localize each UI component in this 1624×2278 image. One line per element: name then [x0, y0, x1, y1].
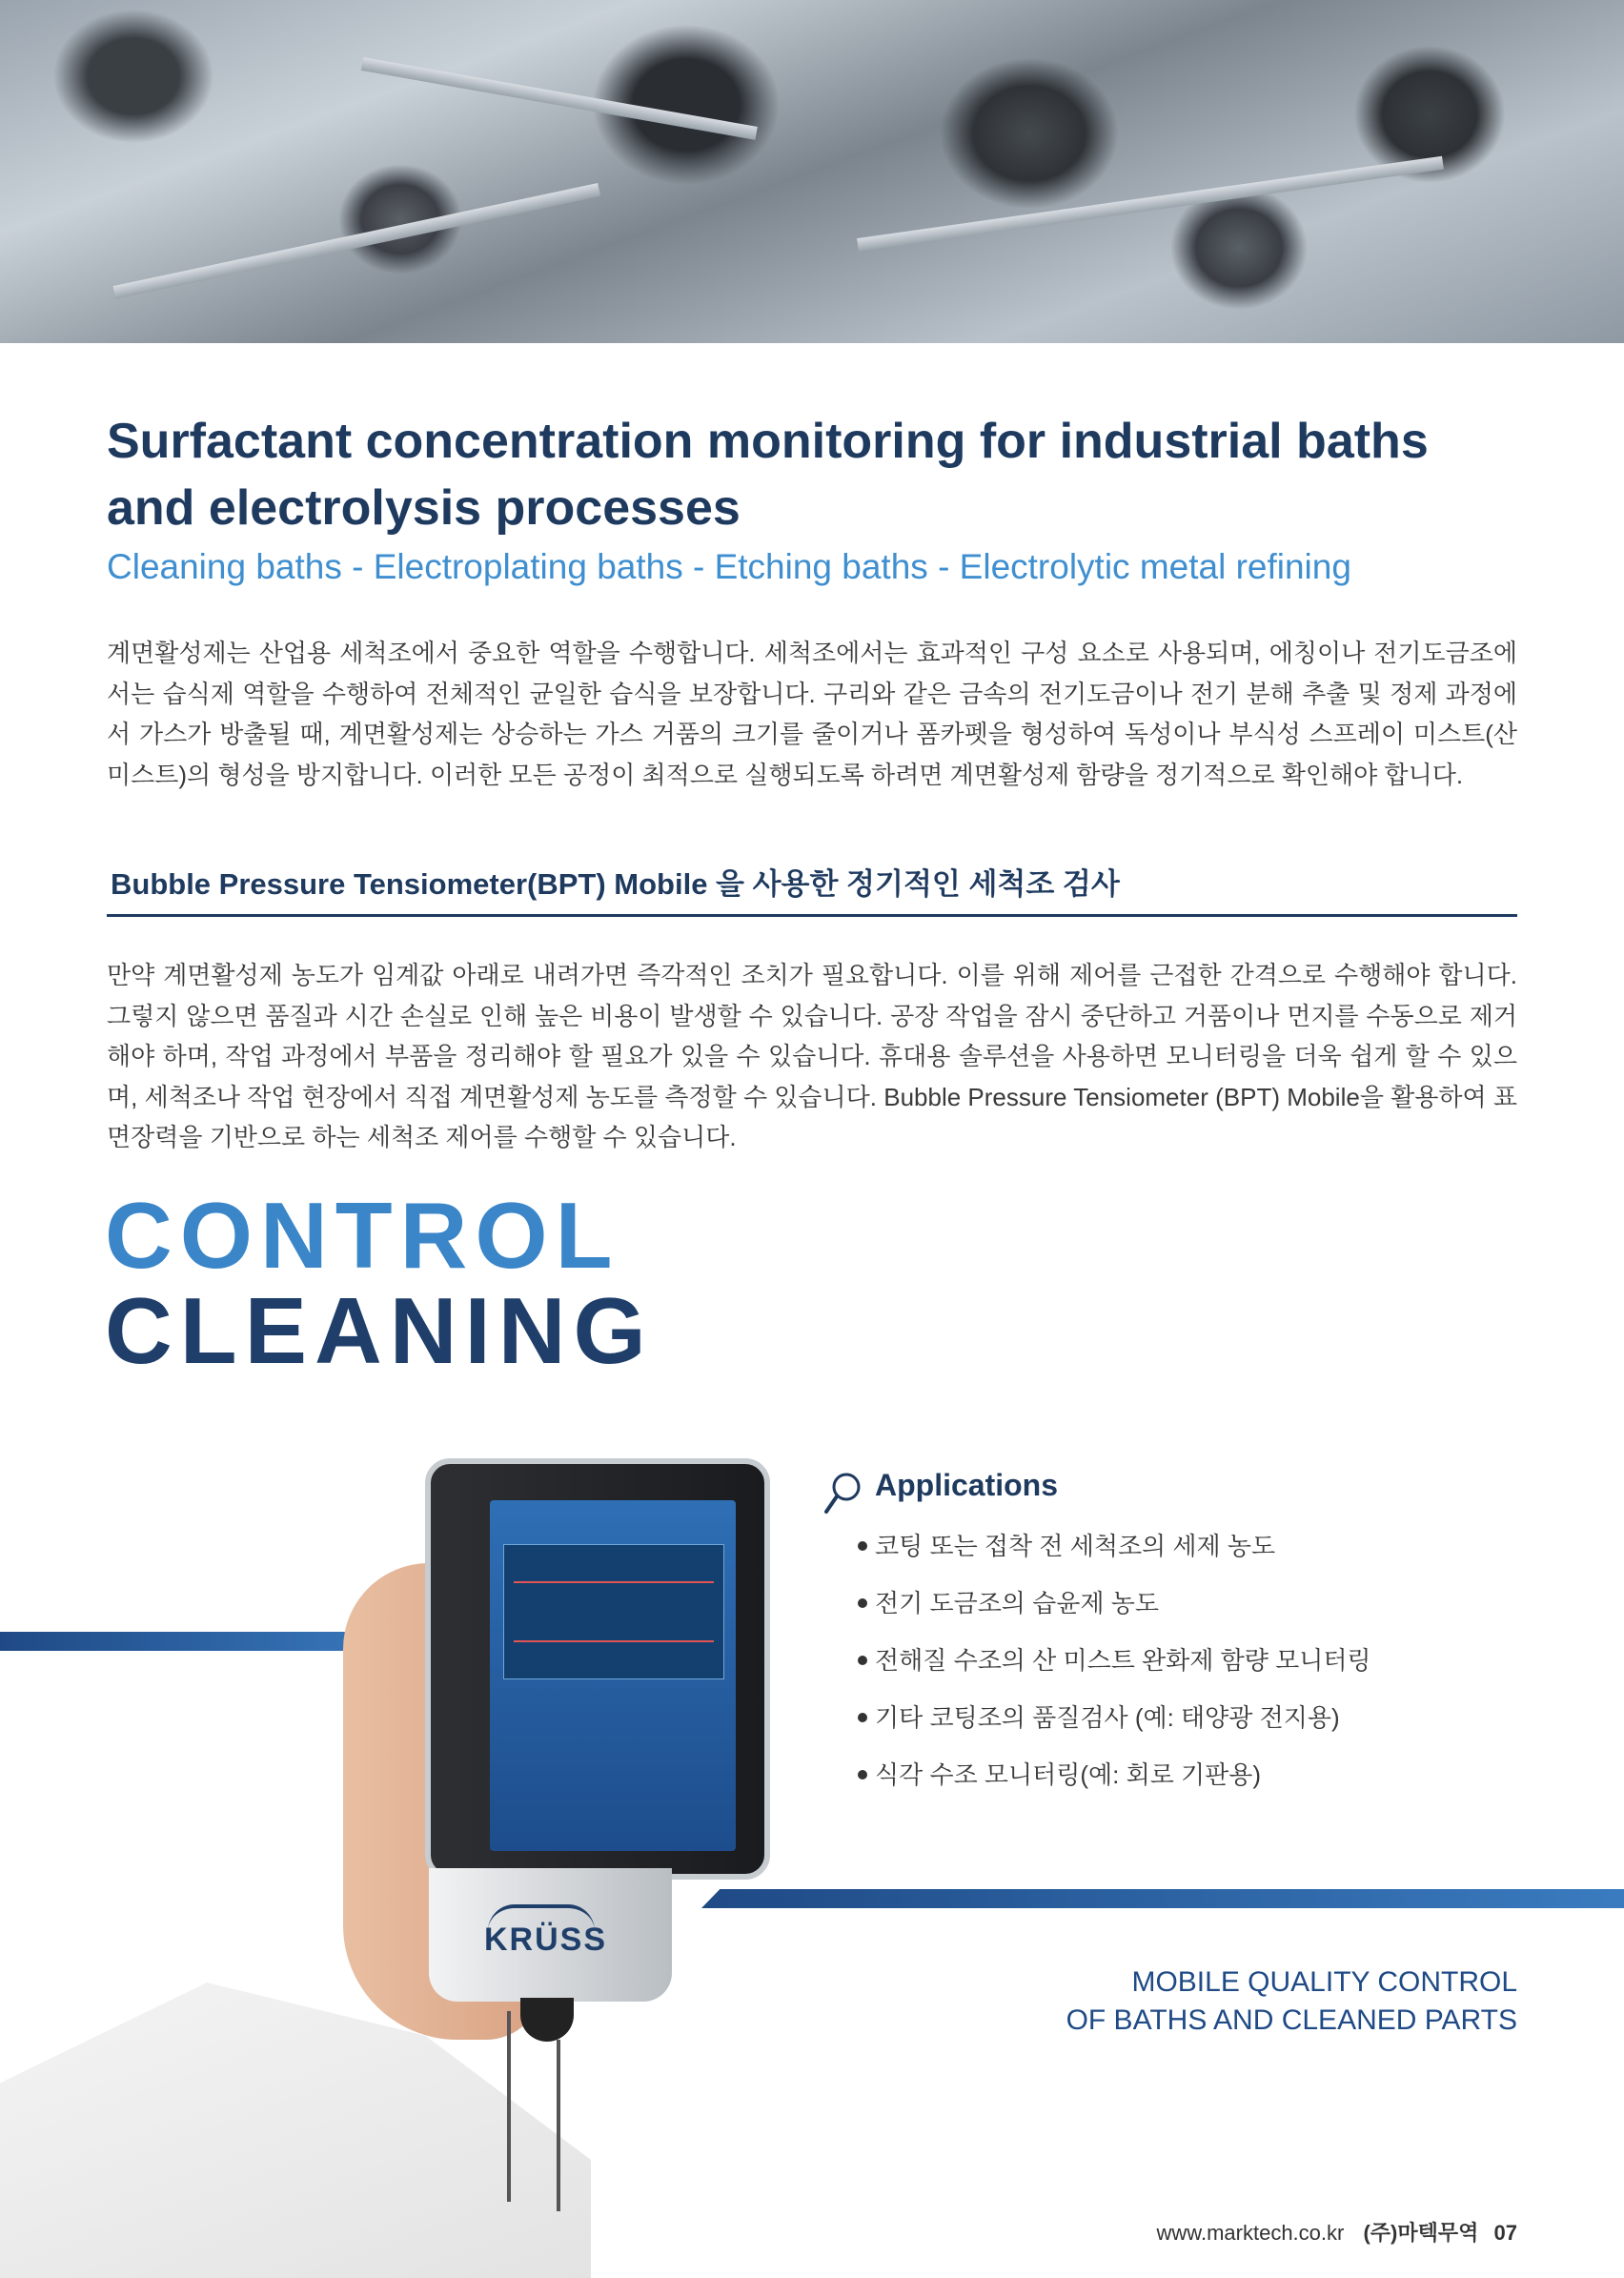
footer-company: (주)마텍무역	[1363, 2221, 1479, 2245]
list-item: 전기 도금조의 습윤제 농도	[858, 1582, 1371, 1639]
hero-rail	[361, 57, 758, 140]
page-number: 07	[1493, 2221, 1517, 2245]
big-title-control: CONTROL	[105, 1183, 620, 1288]
applications-list	[858, 1525, 1371, 1811]
intro-paragraph: 계면활성제는 산업용 세척조에서 중요한 역할을 수행합니다. 세척조에서는 효과적인 구성 요소로 사용되며, 에칭이나 전기도금조에서는 습식제 역할을 수행하여 전체적인 균일한 습식을 보장합니다. 구리와 같은 금속의 전기도금이나 전기 분해 추출 및 정제 과정에서 가스가 방출될 때, 계면활성제는 상승하는 가스 거품의 크기를 줄이거나 폼카펫을 형성하여 독성이나 부식성 스프레이 미스트(산 미스트)의 형성을 방지합니다. 이러한 모든 공정이 최적으로 실행되도록 하려면 계면활성제 함량을 정기적으로 확인해야 합니다.	[107, 639, 1517, 789]
device-screen-chart	[503, 1544, 724, 1679]
big-title-cleaning: CLEANING	[105, 1278, 654, 1383]
footer-url[interactable]: www.marktech.co.kr	[1156, 2221, 1345, 2245]
list-item: 전해질 수조의 산 미스트 완화제 함량 모니터링	[858, 1639, 1371, 1697]
section-divider	[107, 914, 1517, 917]
page-subtitle: Cleaning baths - Electroplating baths - Etching baths - Electrolytic metal refining	[107, 547, 1351, 586]
list-item: 식각 수조 모니터링(예: 회로 기판용)	[858, 1754, 1371, 1811]
footer	[1157, 2217, 1517, 2247]
page-title: Surfactant concentration monitoring for industrial baths and electrolysis processes	[107, 414, 1429, 536]
hero-image	[0, 0, 1624, 343]
magnifier-icon	[823, 1472, 862, 1515]
tagline	[1066, 1963, 1517, 2040]
device-needle	[557, 2040, 560, 2211]
section-heading: Bubble Pressure Tensiometer(BPT) Mobile 을 사용한 정기적인 세척조 검사	[111, 867, 1120, 901]
screen-limit-line	[514, 1640, 714, 1642]
device-needle	[507, 2011, 511, 2202]
list-item: 코팅 또는 접착 전 세척조의 세제 농도	[858, 1525, 1371, 1582]
device-nozzle	[520, 1998, 574, 2042]
list-item: 기타 코팅조의 품질검사 (예: 태양광 전지용)	[858, 1697, 1371, 1754]
applications-heading: Applications	[875, 1468, 1059, 1502]
decorative-stripe-right	[701, 1889, 1624, 1908]
screen-limit-line	[514, 1581, 714, 1583]
hero-rail	[857, 156, 1444, 252]
hero-rail	[113, 183, 601, 299]
tagline-line1: MOBILE QUALITY CONTROL	[1131, 1966, 1517, 1998]
section-paragraph: 만약 계면활성제 농도가 임계값 아래로 내려가면 즉각적인 조치가 필요합니다. 이를 위해 제어를 근접한 간격으로 수행해야 합니다. 그렇지 않으면 품질과 시간 손실로 인해 높은 비용이 발생할 수 있습니다. 공장 작업을 잠시 중단하고 거품이나 먼지를 수동으로 제거해야 하며, 작업 과정에서 부품을 정리해야 할 필요가 있을 수 있습니다. 휴대용 솔루션을 사용하면 모니터링을 더욱 쉽게 할 수 있으며, 세척조나 작업 현장에서 직접 계면활성제 농도를 측정할 수 있습니다. Bubble Pressure Tensiometer (BPT) Mobile을 활용하여 표면장력을 기반으로 하는 세척조 제어를 수행할 수 있습니다.	[107, 961, 1517, 1151]
tagline-line2: OF BATHS AND CLEANED PARTS	[1066, 2004, 1517, 2036]
device-brand: KRÜSS	[484, 1922, 608, 1958]
